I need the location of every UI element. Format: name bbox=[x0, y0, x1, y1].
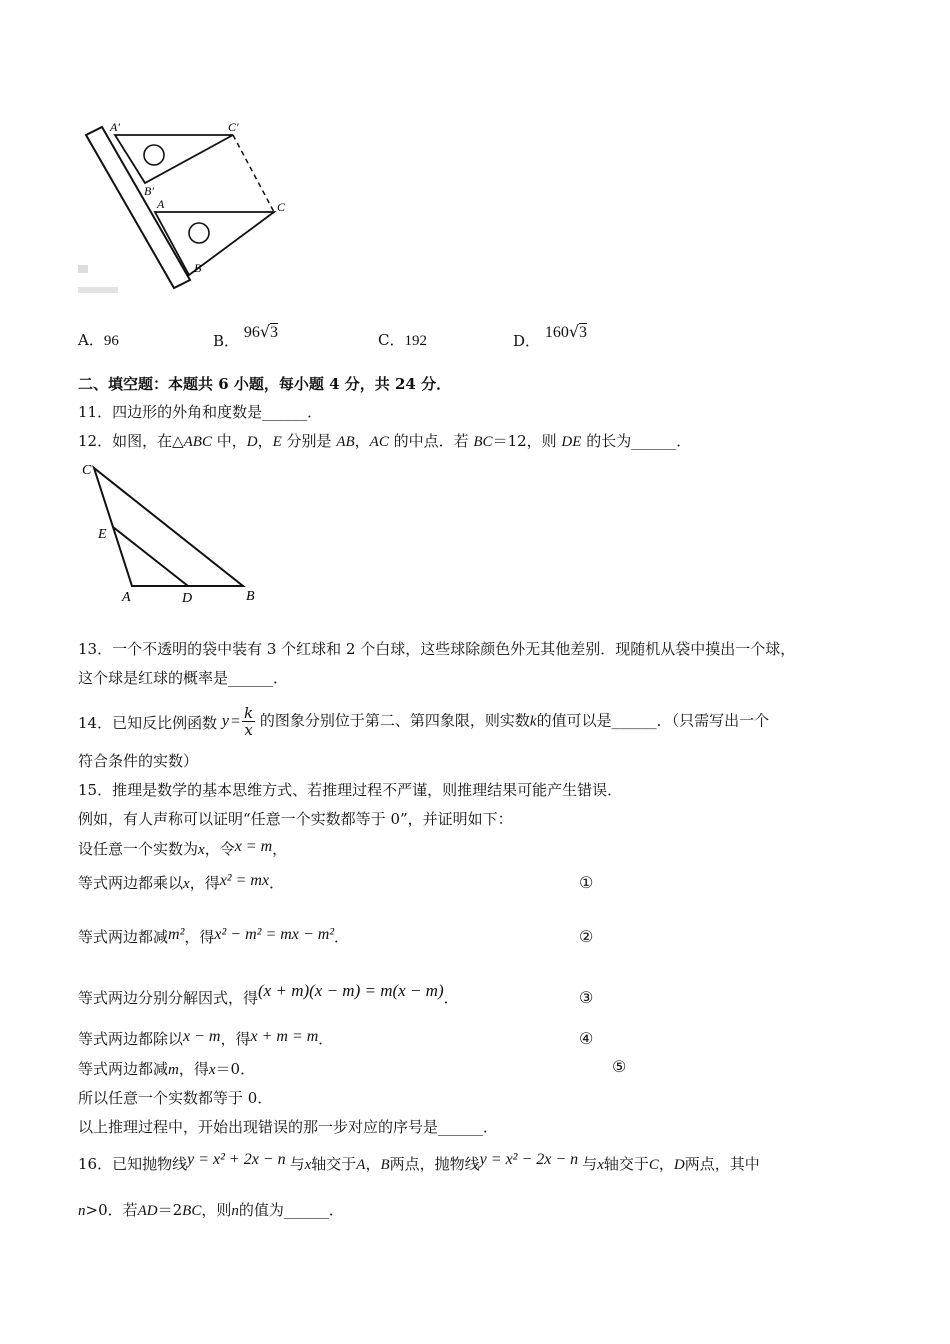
question-12: 12．如图，在△ABC 中，D，E 分别是 AB，AC 的中点．若 BC＝12，则 DE 的长为______． bbox=[78, 432, 692, 450]
proof-step-1: 等式两边都乘以x，得x² = mx． bbox=[78, 872, 285, 892]
question-15-line-2: 例如，有人声称可以证明“任意一个实数都等于 0”，并证明如下： bbox=[78, 810, 513, 828]
label-a: A bbox=[157, 197, 165, 211]
label-a-prime: A′ bbox=[110, 120, 120, 134]
step-number-3: ③ bbox=[579, 988, 594, 1007]
section-2-title: 二、填空题：本题共 6 小题，每小题 4 分，共 24 分． bbox=[78, 375, 452, 393]
question-13-line-1: 13．一个不透明的袋中装有 3 个红球和 2 个白球，这些球除颜色外无其他差别．现随机从袋中摸出一个球， bbox=[78, 640, 796, 658]
choice-d[interactable]: D． 160√3 bbox=[513, 322, 588, 350]
label-d: D bbox=[182, 591, 193, 606]
sqrt-symbol: √ bbox=[259, 322, 271, 341]
step-number-5: ⑤ bbox=[612, 1057, 627, 1076]
label-c: C bbox=[82, 463, 92, 478]
proof-step-2: 等式两边都减m²，得x² − m² = mx − m²． bbox=[78, 926, 350, 946]
question-15-ask: 以上推理过程中，开始出现错误的那一步对应的序号是______． bbox=[78, 1118, 499, 1136]
choice-a[interactable]: A．96 bbox=[78, 331, 119, 349]
question-15-line-1: 15．推理是数学的基本思维方式、若推理过程不严谨，则推理结果可能产生错误． bbox=[78, 781, 623, 799]
choice-c[interactable]: C．192 bbox=[378, 331, 427, 349]
step-number-4: ④ bbox=[579, 1029, 594, 1048]
proof-step-4: 等式两边都除以x − m，得x + m = m． bbox=[78, 1028, 334, 1048]
question-15-line-3: 设任意一个实数为x，令x = m， bbox=[78, 838, 288, 858]
question-11: 11．四边形的外角和度数是______． bbox=[78, 403, 323, 421]
figure-triangle-midline bbox=[78, 458, 278, 608]
question-16-line-1: 16．已知抛物线y = x² + 2x − n 与x轴交于A，B两点，抛物线y = x² − 2x − n 与x轴交于C，D两点，其中 bbox=[78, 1151, 760, 1173]
proof-conclusion: 所以任意一个实数都等于 0． bbox=[78, 1089, 273, 1107]
sqrt-symbol: √ bbox=[568, 322, 580, 341]
label-a: A bbox=[122, 590, 131, 605]
choice-b[interactable]: B． 96√3 bbox=[213, 322, 279, 350]
question-14-line-2: 符合条件的实数） bbox=[78, 752, 199, 770]
step-number-2: ② bbox=[579, 927, 594, 946]
label-c: C bbox=[277, 200, 286, 214]
question-16-line-2: n>0．若AD＝2BC，则n的值为______． bbox=[78, 1201, 344, 1219]
fraction-k-over-x: $\frac{k}{x}$ bbox=[244, 704, 254, 739]
label-c-prime: C′ bbox=[228, 120, 239, 134]
label-b: B bbox=[194, 261, 202, 275]
label-b: B bbox=[246, 589, 255, 604]
step-number-1: ① bbox=[579, 873, 594, 892]
question-14-line-1: 14．已知反比例函数 y = $\frac{k}{x}$ 的图象分别位于第二、第四象限，则实数k的值可以是______．（只需写出一个 bbox=[78, 704, 770, 739]
figure-ruler-triangles bbox=[78, 115, 298, 300]
label-e: E bbox=[98, 527, 107, 542]
proof-step-5: 等式两边都减m，得x＝0． bbox=[78, 1060, 256, 1078]
label-b-prime: B′ bbox=[144, 184, 154, 198]
proof-step-3: 等式两边分别分解因式，得(x + m)(x − m) = m(x − m)． bbox=[78, 981, 459, 1007]
question-13-line-2: 这个球是红球的概率是______． bbox=[78, 669, 289, 687]
